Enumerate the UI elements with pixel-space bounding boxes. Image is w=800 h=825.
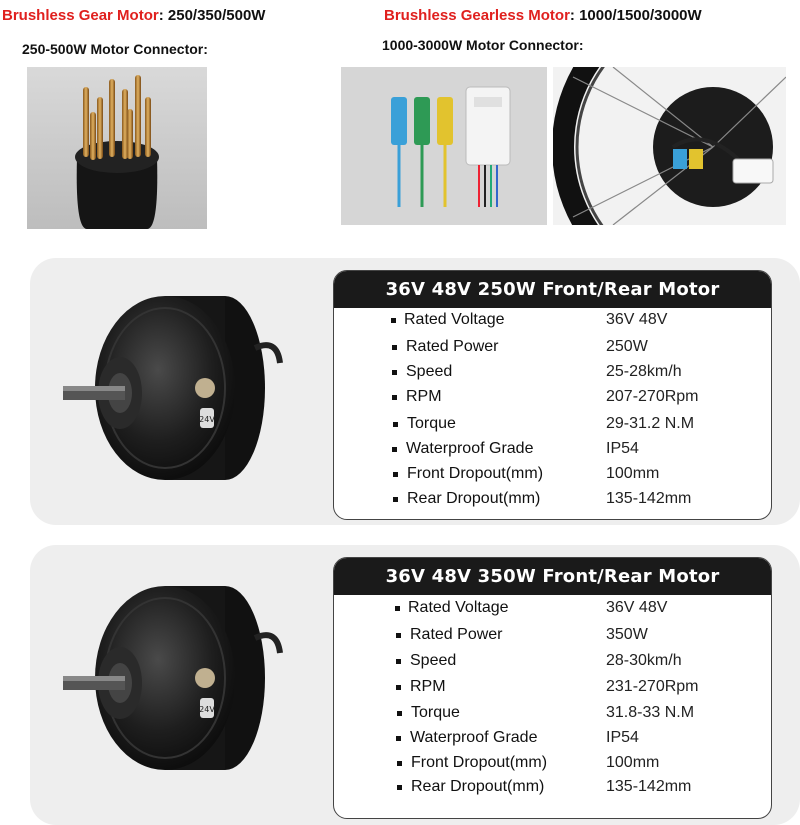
bullet-icon	[397, 785, 402, 790]
spec-row	[334, 308, 771, 332]
spec-label: Front Dropout(mm)	[411, 754, 548, 771]
spec-label: Torque	[407, 415, 456, 432]
gearless-motor-watts: 1000/1500/3000W	[574, 7, 702, 24]
spec-title-250w: 36V 48V 250W Front/Rear Motor	[334, 271, 771, 308]
bullet-icon	[393, 497, 398, 502]
bullet-icon	[397, 711, 402, 716]
spec-table-250w	[333, 270, 772, 520]
spec-row	[334, 412, 771, 436]
connector-plugs-image	[341, 67, 547, 225]
spec-label: Front Dropout(mm)	[407, 465, 544, 482]
gear-motor-sep: :	[158, 7, 164, 24]
spec-row	[334, 649, 771, 673]
motor-badge-350w: 24V	[199, 705, 215, 714]
spec-value: 231-270Rpm	[606, 678, 699, 695]
wheel-hub-image	[553, 67, 786, 225]
bullet-icon	[392, 395, 397, 400]
spec-row	[334, 726, 771, 750]
gear-connector-caption: 250-500W Motor Connector:	[22, 41, 208, 57]
connector-pins-image	[27, 67, 207, 229]
gearless-motor-label: Brushless Gearless Motor	[384, 7, 570, 24]
spec-value: 36V 48V	[606, 599, 668, 616]
spec-row	[334, 675, 771, 699]
spec-label: Rated Power	[410, 626, 503, 643]
spec-row	[334, 462, 771, 486]
spec-label: RPM	[406, 388, 442, 405]
spec-value: 29-31.2 N.M	[606, 415, 695, 432]
spec-label: Speed	[406, 363, 453, 380]
gear-motor-watts: 250/350/500W	[163, 7, 266, 24]
spec-value: 25-28km/h	[606, 363, 682, 380]
spec-label: Rated Voltage	[404, 311, 505, 328]
spec-label: Waterproof Grade	[406, 440, 534, 457]
spec-label: Rear Dropout(mm)	[407, 490, 541, 507]
spec-table-350w	[333, 557, 772, 819]
spec-title-350w: 36V 48V 350W Front/Rear Motor	[334, 558, 771, 595]
spec-row	[334, 437, 771, 461]
gearless-motor-sep: :	[569, 7, 575, 24]
spec-value: 28-30km/h	[606, 652, 682, 669]
spec-row	[334, 751, 771, 775]
hub-motor-image-350w	[55, 578, 285, 778]
spec-value: 100mm	[606, 754, 660, 771]
spec-label: Rear Dropout(mm)	[411, 778, 545, 795]
spec-row	[334, 360, 771, 384]
motor-badge-250w: 24V	[199, 415, 215, 424]
spec-row	[334, 596, 771, 620]
spec-label: Rated Power	[406, 338, 499, 355]
spec-label: Torque	[411, 704, 460, 721]
gearless-motor-heading	[384, 7, 702, 24]
bullet-icon	[392, 447, 397, 452]
spec-row	[334, 385, 771, 409]
spec-label: Rated Voltage	[408, 599, 509, 616]
spec-row	[334, 335, 771, 359]
spec-label: Speed	[410, 652, 457, 669]
spec-row	[334, 701, 771, 725]
bullet-icon	[396, 633, 401, 638]
spec-value: 31.8-33 N.M	[606, 704, 695, 721]
bullet-icon	[391, 318, 396, 323]
spec-value: 250W	[606, 338, 648, 355]
spec-value: 135-142mm	[606, 490, 692, 507]
gear-connector-photo	[27, 67, 207, 229]
bullet-icon	[396, 685, 401, 690]
gear-motor-heading	[2, 7, 265, 24]
spec-label: Waterproof Grade	[410, 729, 538, 746]
spec-value: IP54	[606, 440, 639, 457]
gearless-connector-caption: 1000-3000W Motor Connector:	[382, 37, 584, 53]
gear-motor-label: Brushless Gear Motor	[2, 7, 159, 24]
spec-label: RPM	[410, 678, 446, 695]
bullet-icon	[397, 761, 402, 766]
gearless-connector-photo	[341, 67, 547, 225]
spec-value: 350W	[606, 626, 648, 643]
bullet-icon	[393, 422, 398, 427]
spec-row	[334, 775, 771, 799]
spec-row	[334, 623, 771, 647]
hub-motor-image-250w	[55, 288, 285, 488]
spec-value: 135-142mm	[606, 778, 692, 795]
spec-row	[334, 487, 771, 511]
bullet-icon	[392, 370, 397, 375]
bullet-icon	[396, 659, 401, 664]
bullet-icon	[392, 345, 397, 350]
bullet-icon	[395, 606, 400, 611]
spec-value: IP54	[606, 729, 639, 746]
spec-value: 100mm	[606, 465, 660, 482]
bullet-icon	[393, 472, 398, 477]
spec-value: 207-270Rpm	[606, 388, 699, 405]
wheel-connector-photo	[553, 67, 786, 225]
bullet-icon	[396, 736, 401, 741]
spec-value: 36V 48V	[606, 311, 668, 328]
